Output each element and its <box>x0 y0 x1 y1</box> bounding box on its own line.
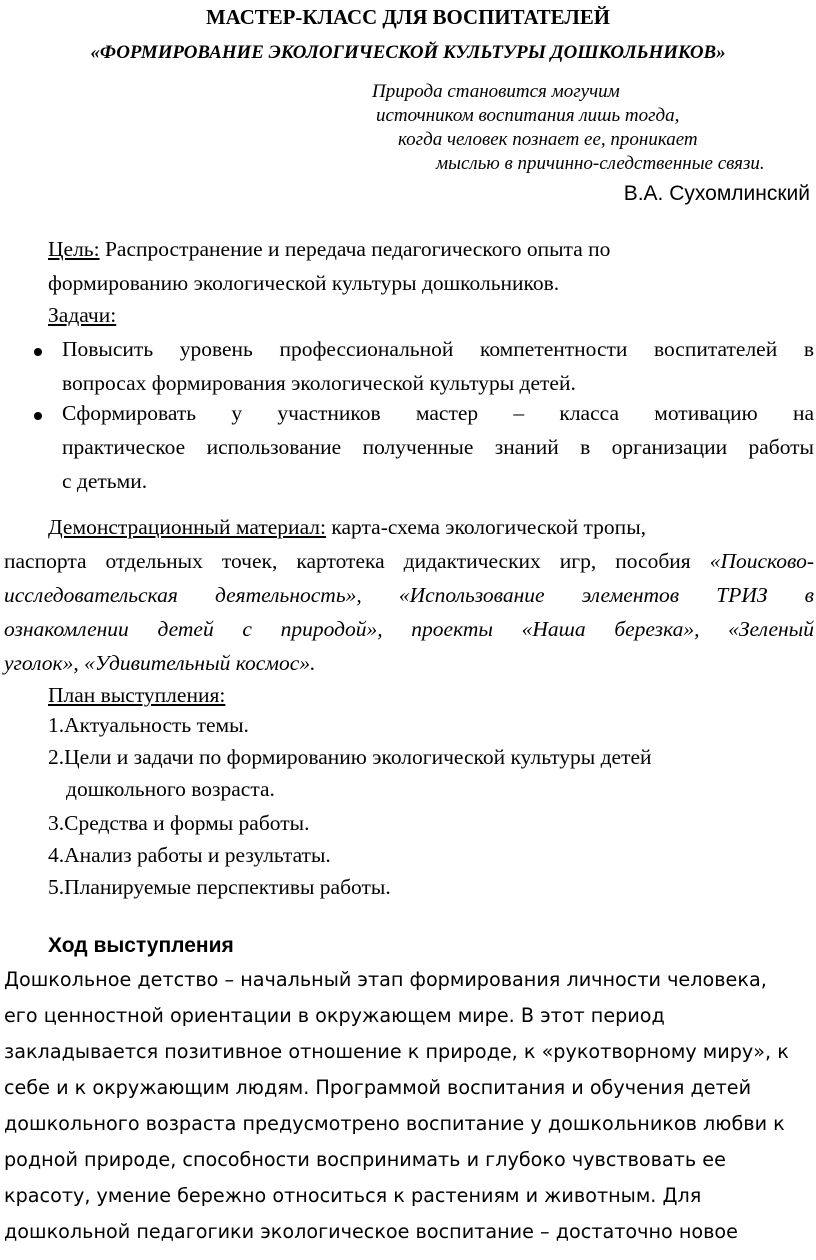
speech-line: закладывается позитивное отношение к природе, к «рукотворному миру», к <box>4 1040 789 1063</box>
plan-item: 1.Актуальность темы. <box>48 713 249 737</box>
plan-item: 4.Анализ работы и результаты. <box>48 843 331 867</box>
demo-text-italic: «Поисково- <box>709 549 814 573</box>
speech-line: красоту, умение бережно относиться к растениям и животным. Для <box>4 1184 702 1207</box>
epigraph-author: В.А. Сухомлинский <box>623 182 810 205</box>
demo-line-2 <box>4 546 814 576</box>
task-item-2-line-3: с детьми. <box>62 469 148 493</box>
speech-line: его ценностной ориентации в окружающем мире. В этот период <box>4 1004 665 1027</box>
epigraph-line: источником воспитания лишь тогда, <box>376 105 680 126</box>
speech-line: родной природе, способности воспринимать и глубоко чувствовать ее <box>4 1148 726 1171</box>
demo-line-5: уголок», «Удивительный космос». <box>4 651 316 675</box>
demo-label: Демонстрационный материал: <box>48 515 326 539</box>
demo-line-3: исследовательская деятельность», «Использование элементов ТРИЗ в <box>4 583 814 607</box>
epigraph-line: мыслью в причинно-следственные связи. <box>436 153 765 174</box>
goal-label: Цель: <box>48 237 100 261</box>
bullet-icon <box>32 346 46 360</box>
speech-heading: Ход выступления <box>48 934 234 957</box>
plan-item: 5.Планируемые перспективы работы. <box>48 875 391 899</box>
speech-line: дошкольного возраста предусмотрено воспитание у дошкольников любви к <box>4 1112 785 1135</box>
task-item-1-line-1: Повысить уровень профессиональной компетентности воспитателей в <box>62 337 814 361</box>
demo-line-1 <box>48 512 646 542</box>
speech-line: себе и к окружающим людям. Программой воспитания и обучения детей <box>4 1076 752 1099</box>
plan-label: План выступления: <box>48 683 226 707</box>
goal-line-1 <box>48 234 610 264</box>
speech-line: дошкольной педагогики экологическое воспитание – достаточно новое <box>4 1220 738 1243</box>
task-item-2-line-2: практическое использование полученные знаний в организации работы <box>62 435 814 459</box>
epigraph-line: Природа становится могучим <box>372 81 620 102</box>
document-title: МАСТЕР-КЛАСС ДЛЯ ВОСПИТАТЕЛЕЙ <box>205 5 611 29</box>
bullet-icon <box>32 410 46 424</box>
speech-line: Дошкольное детство – начальный этап формирования личности человека, <box>4 968 767 991</box>
task-item-1-line-2: вопросах формирования экологической культуры детей. <box>62 371 576 395</box>
task-item-2-line-1: Сформировать у участников мастер – класса мотивацию на <box>62 401 814 425</box>
epigraph-line: когда человек познает ее, проникает <box>398 129 698 150</box>
document-subtitle: «ФОРМИРОВАНИЕ ЭКОЛОГИЧЕСКОЙ КУЛЬТУРЫ ДОШКОЛЬНИКОВ» <box>90 42 726 63</box>
plan-item: 3.Средства и формы работы. <box>48 811 310 835</box>
plan-item-continuation: дошкольного возраста. <box>66 777 275 801</box>
demo-text: паспорта отдельных точек, картотека дидактических игр, пособия <box>4 549 710 573</box>
plan-item: 2.Цели и задачи по формированию экологической культуры детей <box>48 745 652 769</box>
goal-line-2: формированию экологической культуры дошкольников. <box>48 271 560 295</box>
demo-text: карта-схема экологической тропы, <box>326 515 647 539</box>
goal-text: Распространение и передача педагогического опыта по <box>99 237 611 261</box>
tasks-label: Задачи: <box>48 303 117 327</box>
demo-line-4: ознакомлении детей с природой», проекты «Наша березка», «Зеленый <box>4 617 814 641</box>
